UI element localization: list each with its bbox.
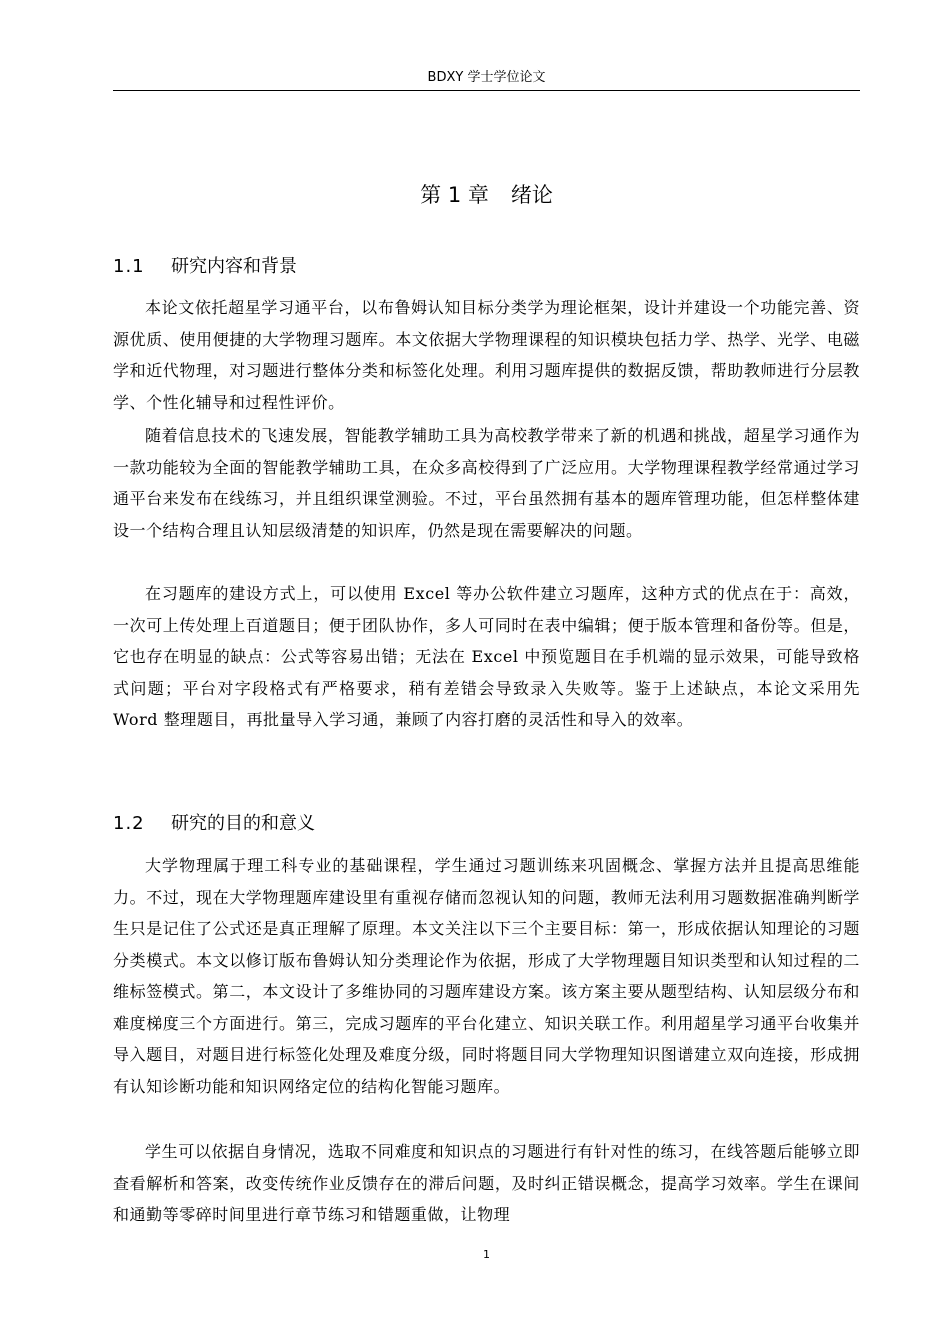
- page-number: 1: [483, 1248, 490, 1261]
- paragraph: 学生可以依据自身情况，选取不同难度和知识点的习题进行有针对性的练习，在线答题后能够立即查看解析和答案，改变传统作业反馈存在的滞后问题，及时纠正错误概念，提高学习效率。学生在课间和通勤等零碎时间里进行章节练习和错题重做，让物理: [113, 1142, 860, 1224]
- paragraph: 在习题库的建设方式上，可以使用 Excel 等办公软件建立习题库，这种方式的优点在于：高效，一次可上传处理上百道题目；便于团队协作，多人可同时在表中编辑；便于版本管理和备份等。但是，它也存在明显的缺点：公式等容易出错；无法在 Excel 中预览题目在手机端的显示效果，可能导致格式问题；平台对字段格式有严格要求，稍有差错会导致录入失败等。鉴于上述缺点，本论文采用先 Word 整理题目，再批量导入学习通，兼顾了内容打磨的灵活性和导入的效率。: [113, 584, 860, 729]
- section-title: 研究的目的和意义: [171, 813, 315, 834]
- section-heading-1-1: [113, 253, 860, 281]
- running-header: BDXY 学士学位论文: [427, 70, 546, 85]
- chapter-title: [113, 180, 860, 210]
- section-number: 1.2: [113, 813, 145, 834]
- paragraph: 本论文依托超星学习通平台，以布鲁姆认知目标分类学为理论框架，设计并建设一个功能完善、资源优质、使用便捷的大学物理习题库。本文依据大学物理课程的知识模块包括力学、热学、光学、电磁学和近代物理，对习题进行整体分类和标签化处理。利用习题库提供的数据反馈，帮助教师进行分层教学、个性化辅导和过程性评价。: [113, 298, 860, 412]
- section-title: 研究内容和背景: [171, 256, 297, 277]
- header-rule: [113, 90, 860, 91]
- paragraph: 大学物理属于理工科专业的基础课程，学生通过习题训练来巩固概念、掌握方法并且提高思维能力。不过，现在大学物理题库建设里有重视存储而忽视认知的问题，教师无法利用习题数据准确判断学生只是记住了公式还是真正理解了原理。本文关注以下三个主要目标：第一，形成依据认知理论的习题分类模式。本文以修订版布鲁姆认知分类理论作为依据，形成了大学物理题目知识类型和认知过程的二维标签模式。第二，本文设计了多维协同的习题库建设方案。该方案主要从题型结构、认知层级分布和难度梯度三个方面进行。第三，完成习题库的平台化建立、知识关联工作。利用超星学习通平台收集并导入题目，对题目进行标签化处理及难度分级，同时将题目同大学物理知识图谱建立双向连接，形成拥有认知诊断功能和知识网络定位的结构化智能习题库。: [113, 856, 860, 1096]
- chapter-number: 第 1 章: [420, 183, 489, 207]
- chapter-name: 绪论: [510, 183, 553, 207]
- paragraph: 随着信息技术的飞速发展，智能教学辅助工具为高校教学带来了新的机遇和挑战，超星学习通作为一款功能较为全面的智能教学辅助工具，在众多高校得到了广泛应用。大学物理课程教学经常通过学习通平台来发布在线练习，并且组织课堂测验。不过，平台虽然拥有基本的题库管理功能，但怎样整体建设一个结构合理且认知层级清楚的知识库，仍然是现在需要解决的问题。: [113, 426, 860, 540]
- section-heading-1-2: [113, 810, 860, 838]
- section-number: 1.1: [113, 256, 145, 277]
